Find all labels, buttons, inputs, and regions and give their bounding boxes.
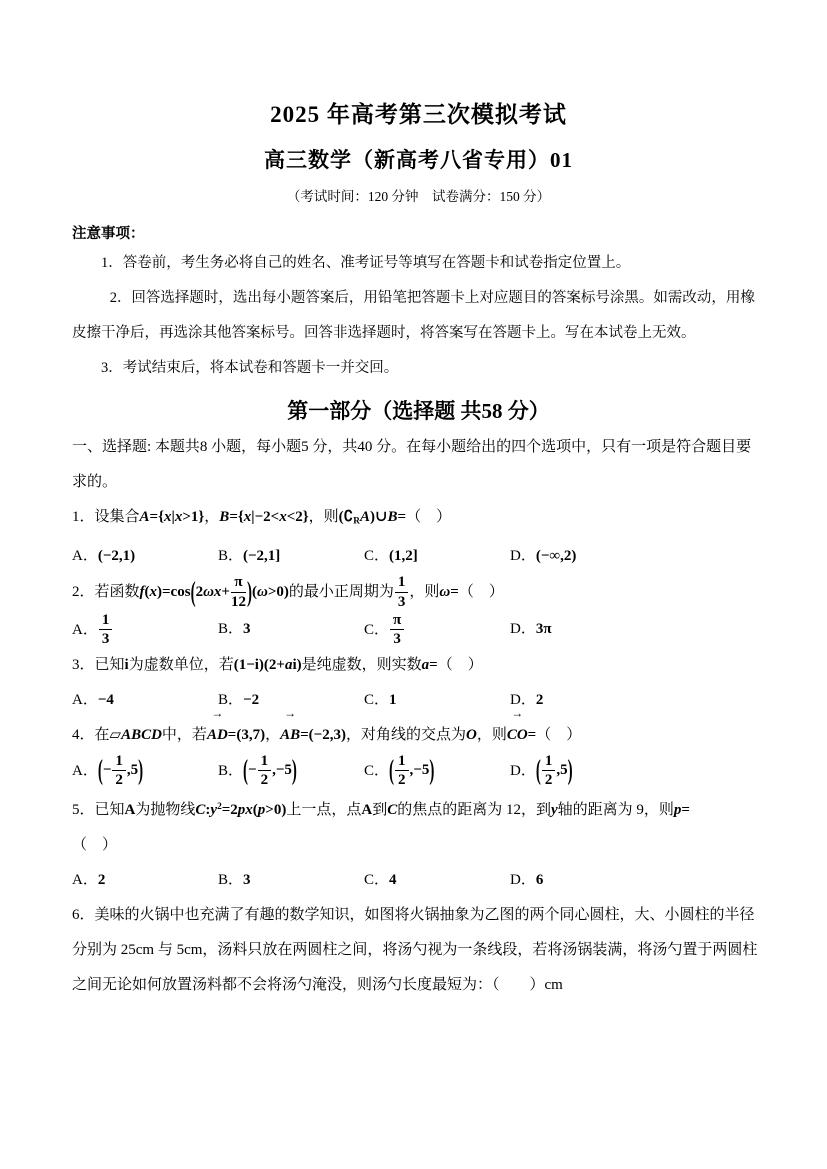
question-4-option-c: C．( $\frac{1}{2}$ ,−5)	[364, 752, 435, 788]
exam-meta: （考试时间：120 分钟 试卷满分：150 分）	[286, 189, 551, 204]
notice-item-1: 1．答卷前，考生务必将自己的姓名、准考证号等填写在答题卡和试卷指定位置上。	[101, 255, 631, 271]
question-3-option-a: A．−4	[72, 691, 114, 708]
notices-heading: 注意事项：	[72, 226, 145, 242]
section1-intro: 一、选择题: 本题共8 小题，每小题5 分，共40 分。在每小题给出的四个选项中，只有一项是符合题目要求的。	[72, 439, 752, 490]
question-5-option-d: D．6	[510, 872, 544, 889]
question-6	[72, 898, 765, 1003]
question-1-option-a: A．(−2,1)	[72, 548, 136, 565]
question-5-option-a: A．2	[72, 872, 106, 889]
section1-heading: 第一部分（选择题 共58 分）	[287, 399, 550, 423]
question-2-option-c: C． $\frac{\pi}{3}$	[364, 612, 510, 648]
question-4-option-b: B．(− $\frac{1}{2}$ ,−5)	[218, 752, 297, 788]
question-5-options	[72, 863, 765, 898]
question-5	[72, 790, 765, 898]
question-1-stem: 1．设集合A={x|x>1}，B={x|−2<x<2}，则$(∁_RA)\cup B=$（ ）	[72, 509, 452, 527]
question-6-stem: 6．美味的火锅中也充满了有趣的数学知识，如图将火锅抽象为乙图的两个同心圆柱，大、小圆柱的半径分别为 25cm 与 5cm，汤料只放在两圆柱之间，将汤勺视为一条线段，若将汤锅装满，将汤勺置于两圆柱之间无论如何放置汤料都不会将汤勺淹没，则汤勺长度最短为：（ ）cm	[72, 907, 758, 994]
question-1	[72, 500, 765, 574]
question-4-options	[72, 753, 765, 790]
notice-item-2: 2．回答选择题时，选出每小题答案后，用铅笔把答题卡上对应题目的答案标号涂黑。如需改动，用橡皮擦干净后，再选涂其他答案标号。回答非选择题时，将答案写在答题卡上。写在本试卷上无效。	[72, 290, 755, 341]
question-4-stem: 4．在▱ABCD中，若 → AD=(3,7)， → AB=(−2,3)，对角线的交点为O，则 → CO=（ ）	[72, 706, 582, 743]
question-1-option-b: B．(−2,1]	[218, 548, 281, 565]
question-1-options	[72, 539, 765, 574]
question-2-option-d: D．3π	[510, 621, 552, 638]
question-3-stem: 3．已知i为虚数单位，若(1−i)(2+ai)是纯虚数，则实数a=（ ）	[72, 656, 483, 673]
question-5-answer-blank: （ ）	[72, 837, 118, 854]
page-subtitle: 高三数学（新高考八省专用）01	[264, 148, 573, 172]
question-3-option-c: C．1	[364, 691, 397, 708]
page-title: 2025 年高考第三次模拟考试	[270, 102, 567, 127]
question-3-option-b: B．−2	[218, 691, 260, 708]
question-4	[72, 706, 765, 790]
notice-item-3: 3．考试结束后，将本试卷和答题卡一并交回。	[101, 360, 399, 376]
question-3	[72, 648, 765, 718]
question-2	[72, 574, 765, 647]
question-3-option-d: D．2	[510, 691, 544, 708]
question-3-options	[72, 683, 765, 718]
question-5-stem: 5．已知A为抛物线$C:y^2=2px(p>0)$上一点，点A到C的焦点的距离为 12，到y轴的距离为 9，则p=	[72, 801, 690, 819]
question-5-option-b: B．3	[218, 872, 251, 889]
question-2-stem: 2．若函数f(x)=cos(2ωx+ $\frac{\pi}{12}$ )(ω>0)的最小正周期为 $\frac{1}{3}$ ，则ω=（ ）	[72, 574, 504, 610]
question-2-option-b: B．3	[218, 621, 251, 638]
question-5-option-c: C．4	[364, 872, 397, 889]
question-1-option-c: C．(1,2]	[364, 548, 418, 565]
question-2-options	[72, 612, 765, 648]
question-4-option-d: D．( $\frac{1}{2}$ ,5)	[510, 752, 573, 788]
question-2-option-a: A． $\frac{1}{3}$	[72, 612, 218, 648]
question-4-option-a: A．(− $\frac{1}{2}$ ,5)	[72, 752, 144, 788]
question-1-option-d: D．(−∞,2)	[510, 548, 577, 565]
